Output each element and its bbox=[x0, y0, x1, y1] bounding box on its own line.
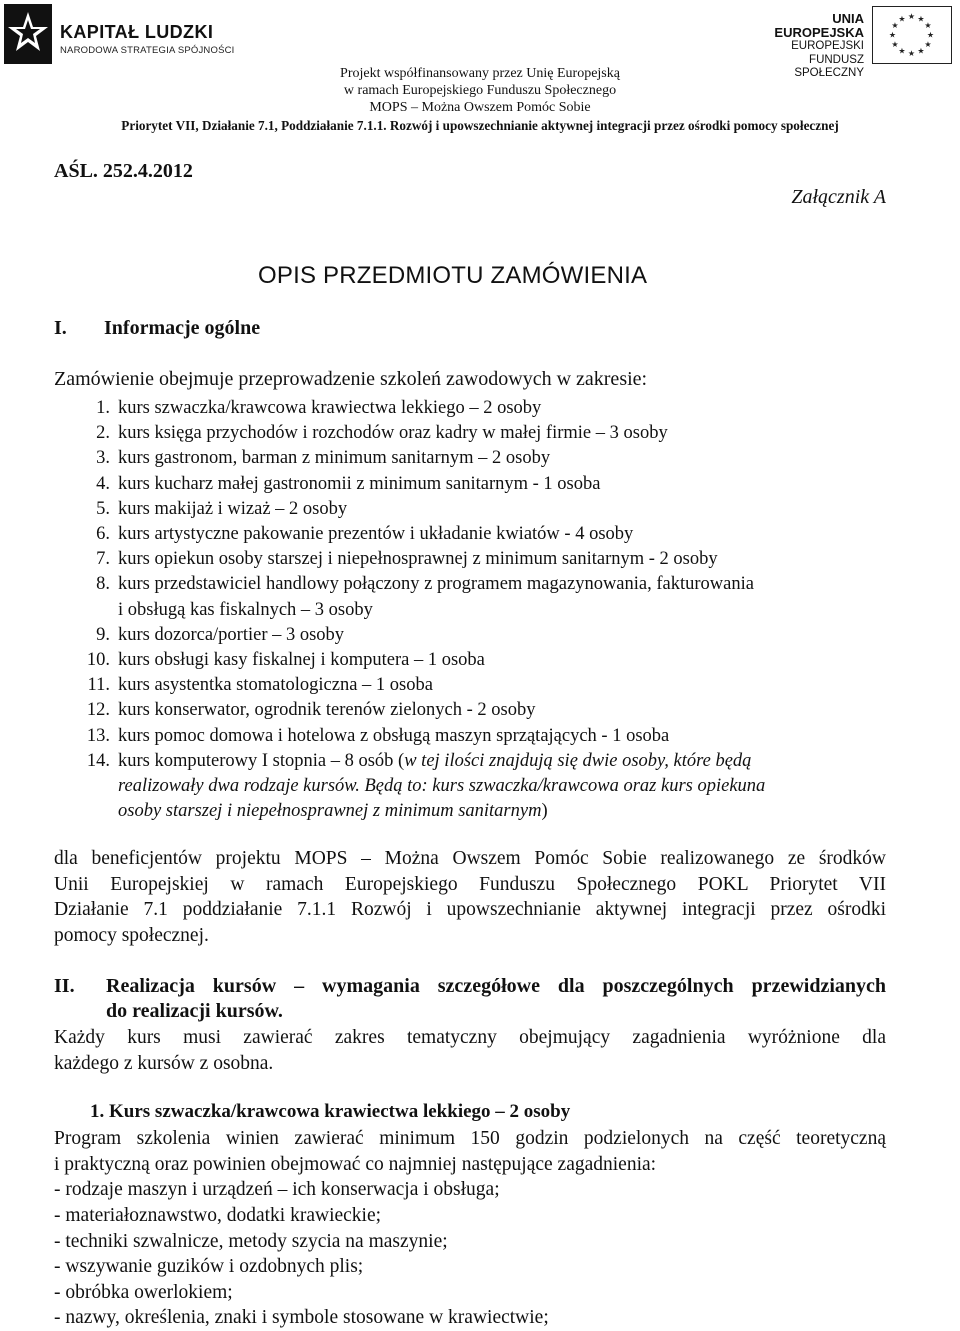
kapital-ludzki-title: KAPITAŁ LUDZKI bbox=[60, 22, 214, 42]
topic-item: - nazwy, określenia, znaki i symbole stosowane w krawiectwie; bbox=[54, 1307, 549, 1328]
beneficiaries-paragraph bbox=[54, 846, 886, 948]
svg-text:★: ★ bbox=[924, 21, 932, 30]
list-item bbox=[54, 698, 894, 723]
list-item-number: 4. bbox=[96, 473, 110, 494]
topic-item: - techniki szwalnicze, metody szycia na maszynie; bbox=[54, 1231, 448, 1252]
list-item-number: 2. bbox=[96, 423, 110, 444]
list-item bbox=[54, 396, 894, 421]
section-2-heading bbox=[54, 974, 886, 1024]
kapital-ludzki-subtitle: NARODOWA STRATEGIA SPÓJNOŚCI bbox=[60, 45, 235, 56]
list-item-text: kurs makijaż i wizaż – 2 osoby bbox=[118, 498, 348, 519]
list-item-number: 6. bbox=[96, 524, 110, 545]
list-item bbox=[54, 421, 894, 446]
svg-text:★: ★ bbox=[891, 40, 899, 49]
list-item bbox=[54, 749, 894, 825]
svg-text:★: ★ bbox=[898, 14, 906, 24]
list-item bbox=[54, 446, 894, 471]
eu-stars-icon bbox=[873, 7, 950, 62]
list-item-text: kurs przedstawiciel handlowy połączony z programem magazynowania, fakturowania bbox=[118, 574, 754, 595]
eu-label-line1: UNIA EUROPEJSKA bbox=[774, 11, 864, 40]
subsection-1-title: 1. Kurs szwaczka/krawcowa krawiectwa lekkiego – 2 osoby bbox=[90, 1101, 571, 1122]
list-item-number: 8. bbox=[96, 574, 110, 595]
topic-item: - obróbka owerlokiem; bbox=[54, 1282, 233, 1303]
svg-text:★: ★ bbox=[907, 12, 916, 21]
svg-text:★: ★ bbox=[917, 46, 925, 56]
topic-item: - materiałoznawstwo, dodatki krawieckie; bbox=[54, 1205, 382, 1226]
topic-item: - wszywanie guzików i ozdobnych plis; bbox=[54, 1256, 364, 1277]
section-2-body bbox=[54, 1025, 886, 1076]
list-item-number: 12. bbox=[86, 700, 110, 721]
paragraph-line: Każdy kurs musi zawierać zakres tematyczny obejmujący zagadnienia wyróżnione dla bbox=[54, 1027, 886, 1048]
list-item-text: kurs szwaczka/krawcowa krawiectwa lekkiego – 2 osoby bbox=[118, 398, 542, 418]
list-item-text: kurs artystyczne pakowanie prezentów i układanie kwiatów - 4 osoby bbox=[118, 524, 634, 545]
reference-number: AŚL. 252.4.2012 bbox=[54, 160, 193, 182]
list-item-italic-note: realizowały dwa rodzaje kursów. Będą to: kurs szwaczka/krawcowa oraz kurs opiekuna bbox=[118, 776, 766, 797]
section-2-title-line: Realizacja kursów – wymagania szczegółowe dla poszczególnych przewidzianych bbox=[106, 975, 886, 997]
list-item-text: kurs konserwator, ogrodnik terenów zielonych - 2 osoby bbox=[118, 700, 536, 721]
list-item-text: kurs komputerowy I stopnia – 8 osób ( bbox=[118, 750, 405, 771]
list-item-number: 7. bbox=[96, 549, 110, 570]
course-list bbox=[54, 396, 894, 824]
list-item-number: 11. bbox=[87, 675, 110, 696]
subsection-1-program bbox=[54, 1126, 886, 1177]
paragraph-line: dla beneficjentów projektu MOPS – Można Owszem Pomóc Sobie realizowanego ze środków bbox=[54, 848, 886, 869]
svg-text:★: ★ bbox=[917, 14, 925, 24]
paragraph-line: pomocy społecznej. bbox=[54, 924, 209, 946]
list-item-text: kurs obsługi kasy fiskalnej i komputera – 1 osoba bbox=[118, 650, 485, 671]
kapital-ludzki-star-icon bbox=[4, 4, 52, 64]
section-2-title-line: do realizacji kursów. bbox=[106, 1000, 283, 1022]
attachment-label: Załącznik A bbox=[791, 186, 886, 208]
svg-text:★: ★ bbox=[891, 21, 899, 30]
list-item bbox=[54, 522, 894, 547]
project-line-2: w ramach Europejskiego Funduszu Społecznego bbox=[343, 83, 617, 98]
list-item-number: 14. bbox=[86, 750, 110, 771]
topic-item: - rodzaje maszyn i urządzeń – ich konserwacja i obsługa; bbox=[54, 1179, 500, 1200]
list-item bbox=[54, 472, 894, 497]
kapital-ludzki-logo bbox=[4, 4, 52, 64]
list-item-number: 10. bbox=[86, 650, 110, 671]
paragraph-line: i praktyczną oraz powinien obejmować co najmniej następujące zagadnienia: bbox=[54, 1153, 657, 1175]
priority-line: Priorytet VII, Działanie 7.1, Poddziałanie 7.1.1. Rozwój i upowszechnianie aktywnej integracji przez ośrodki pomocy społecznej bbox=[121, 118, 839, 133]
list-item-text: kurs księga przychodów i rozchodów oraz kadry w małej firmie – 3 osoby bbox=[118, 423, 668, 444]
list-item-text: kurs gastronom, barman z minimum sanitarnym – 2 osoby bbox=[118, 448, 551, 469]
svg-text:★: ★ bbox=[926, 30, 935, 40]
list-item-italic-note: w tej ilości znajdują się dwie osoby, które będą bbox=[404, 750, 752, 771]
svg-text:★: ★ bbox=[907, 49, 916, 58]
list-item bbox=[54, 547, 894, 572]
paragraph-line: Program szkolenia winien zawierać minimum 150 godzin podzielonych na część teoretyczną bbox=[54, 1128, 886, 1149]
section-1-intro: Zamówienie obejmuje przeprowadzenie szkoleń zawodowych w zakresie: bbox=[54, 368, 648, 390]
list-item bbox=[54, 673, 894, 698]
svg-text:★: ★ bbox=[888, 30, 897, 40]
section-2-number: II. bbox=[54, 975, 75, 997]
svg-text:★: ★ bbox=[924, 40, 932, 49]
list-item-text: kurs dozorca/portier – 3 osoby bbox=[118, 624, 345, 645]
list-item-close-paren: ) bbox=[541, 801, 548, 822]
eu-flag-logo bbox=[872, 6, 952, 64]
list-item bbox=[54, 724, 894, 749]
paragraph-line: Unii Europejskiej w ramach Europejskiego Funduszu Społecznego POKL Priorytet VII bbox=[54, 873, 886, 895]
list-item-text: kurs pomoc domowa i hotelowa z obsługą maszyn sprzątających - 1 osoba bbox=[118, 725, 670, 746]
list-item-number: 13. bbox=[86, 725, 110, 746]
list-item-number: 1. bbox=[96, 398, 110, 418]
section-1-heading bbox=[54, 317, 261, 340]
list-item bbox=[54, 648, 894, 673]
list-item bbox=[54, 497, 894, 522]
project-line-3: MOPS – Można Owszem Pomóc Sobie bbox=[369, 100, 591, 115]
list-item-text: kurs asystentka stomatologiczna – 1 osoba bbox=[118, 675, 433, 696]
list-item-text-continued: i obsługą kas fiskalnych – 3 osoby bbox=[118, 599, 373, 620]
svg-text:★: ★ bbox=[898, 46, 906, 56]
list-item-number: 3. bbox=[96, 448, 110, 469]
list-item-text: kurs opiekun osoby starszej i niepełnosprawnej z minimum sanitarnym - 2 osoby bbox=[118, 549, 718, 570]
paragraph-line: każdego z kursów z osobna. bbox=[54, 1052, 274, 1074]
project-line-1: Projekt współfinansowany przez Unię Europejską bbox=[340, 66, 620, 81]
section-1-label: Informacje ogólne bbox=[104, 317, 261, 339]
list-item-number: 9. bbox=[96, 624, 110, 645]
eu-label-line2: EUROPEJSKI bbox=[791, 40, 864, 52]
list-item-number: 5. bbox=[96, 498, 110, 519]
section-1-number: I. bbox=[54, 317, 67, 339]
list-item-text: kurs kucharz małej gastronomii z minimum sanitarnym - 1 osoba bbox=[118, 473, 601, 494]
document-title: OPIS PRZEDMIOTU ZAMÓWIENIA bbox=[258, 262, 648, 289]
list-item-italic-note: osoby starszej i niepełnosprawnej z minimum sanitarnym bbox=[118, 801, 542, 822]
paragraph-line: Działanie 7.1 poddziałanie 7.1.1 Rozwój i upowszechnianie aktywnej integracji przez ośrodki bbox=[54, 899, 886, 920]
list-item bbox=[54, 572, 894, 622]
eu-label-line3: FUNDUSZ SPOŁECZNY bbox=[794, 53, 864, 79]
list-item bbox=[54, 623, 894, 648]
